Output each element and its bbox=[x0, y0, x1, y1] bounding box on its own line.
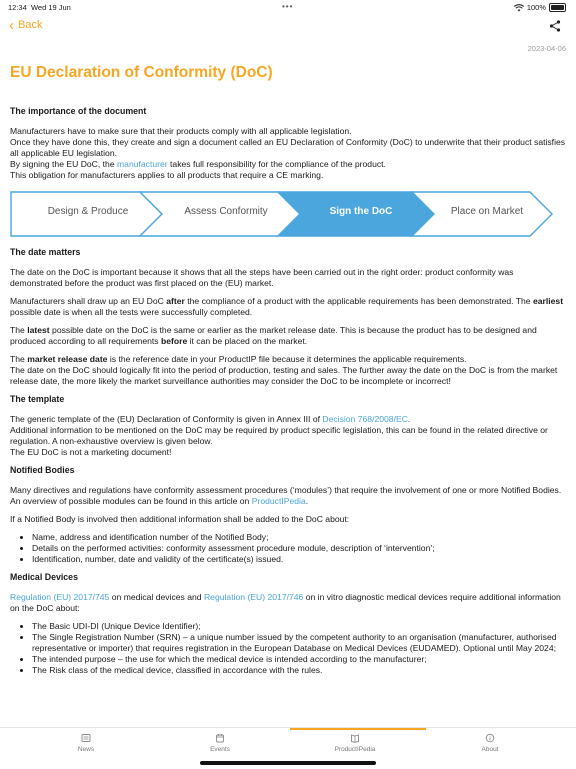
article-title: EU Declaration of Conformity (DoC) bbox=[10, 64, 273, 81]
status-bar bbox=[0, 0, 576, 14]
list-item: • Identification, number, date and validity of the certificate(s) issued. bbox=[32, 554, 566, 565]
home-indicator[interactable] bbox=[200, 761, 376, 765]
calendar-icon bbox=[215, 733, 225, 743]
paragraph: Manufacturers have to make sure that their products comply with all applicable legislation. bbox=[10, 126, 352, 136]
decision-link[interactable]: Decision 768/2008/EC bbox=[322, 414, 408, 424]
paragraph: The date on the DoC should logically fit into the period of production, testing and sales. The further away the date on the DoC is from the market release date, the more likely the market surveillance authorities may consider the DoC to be incomplete or incorrect! bbox=[10, 365, 558, 386]
battery-percent: 100% bbox=[526, 3, 546, 12]
battery-icon bbox=[549, 3, 566, 12]
regulation-745-link[interactable]: Regulation (EU) 2017/745 bbox=[10, 592, 110, 602]
paragraph: Once they have done this, they create and sign a document called an EU Declaration of Conformity (DoC) to underwrite that their product satisfies all applicable EU legislation. bbox=[10, 137, 566, 158]
list-item: • Details on the performed activities: conformity assessment procedure module, description of ‘intervention’; bbox=[32, 543, 566, 554]
paragraph: This obligation for manufacturers applies to all products that require a CE marking. bbox=[10, 170, 324, 180]
back-label: Back bbox=[18, 19, 43, 31]
paragraph: Regulation (EU) 2017/745 on medical devices and Regulation (EU) 2017/746 on in vitro diagnostic medical devices require additional information on the DoC about: bbox=[10, 592, 561, 613]
back-button[interactable] bbox=[9, 16, 43, 34]
paragraph: Manufacturers shall draw up an EU DoC after the compliance of a product with the applicable requirements has been demonstrated. The earliest possible date is when all the tests were successfully completed. bbox=[10, 296, 564, 317]
list-item: • The intended purpose – the use for which the medical device is intended according to the manufacturer; bbox=[32, 654, 566, 665]
process-step-design: Design & Produce bbox=[47, 206, 129, 217]
section-heading-notified: Notified Bodies bbox=[10, 465, 75, 475]
status-time: 12:34 Wed 19 Jun bbox=[8, 3, 71, 12]
regulation-746-link[interactable]: Regulation (EU) 2017/746 bbox=[203, 592, 304, 602]
manufacturer-link[interactable]: manufacturer bbox=[117, 159, 168, 169]
list-item: • The Basic UDI-DI (Unique Device Identifier); bbox=[32, 621, 566, 632]
process-step-market: Place on Market bbox=[450, 206, 524, 217]
paragraph: By signing the EU DoC, the manufacturer takes full responsibility for the compliance of the product. bbox=[10, 159, 386, 169]
book-icon bbox=[350, 733, 360, 743]
list-item: • The Single Registration Number (SRN) – a unique number issued by the competent authority to an organisation (manufacturer, authorised representative or importer) that requires registration in the European Database on Medical Devices (EUDAMED). Optional until May 2024; bbox=[32, 632, 566, 654]
navigation-bar bbox=[0, 15, 576, 39]
tab-bar bbox=[0, 727, 576, 769]
tab-productipedia[interactable] bbox=[283, 728, 427, 764]
process-step-assess: Assess Conformity bbox=[184, 206, 268, 217]
status-right bbox=[514, 3, 566, 12]
list-item: • Name, address and identification number of the Notified Body; bbox=[32, 532, 566, 543]
paragraph: If a Notified Body is involved then additional information shall be added to the DoC about: bbox=[10, 514, 350, 524]
process-diagram bbox=[10, 190, 554, 238]
tab-label: News bbox=[77, 746, 95, 753]
news-icon bbox=[81, 733, 91, 743]
info-icon bbox=[485, 733, 495, 743]
section-heading-template: The template bbox=[10, 394, 65, 404]
paragraph: Additional information to be mentioned on the DoC may be required by product specific legislation, this can be found in the related directive or regulation. A non-exhaustive overview is given below. bbox=[10, 425, 548, 446]
tab-events[interactable] bbox=[148, 728, 292, 764]
chevron-left-icon: ‹ bbox=[9, 16, 14, 34]
share-icon[interactable] bbox=[548, 19, 562, 33]
tab-label: Events bbox=[210, 746, 230, 753]
paragraph: Many directives and regulations have conformity assessment procedures (‘modules’) that require the involvement of one or more Notified Bodies. An overview of possible modules can be found in this article on ProductIPedia. bbox=[10, 485, 562, 506]
paragraph: The market release date is the reference date in your ProductIP file because it determines the applicable requirements. bbox=[10, 354, 467, 364]
tab-news[interactable] bbox=[14, 728, 158, 764]
tab-label: ProductIPedia bbox=[334, 746, 376, 753]
section-heading-date: The date matters bbox=[10, 247, 81, 257]
wifi-icon bbox=[514, 4, 524, 12]
multitasking-dots-icon[interactable]: ••• bbox=[282, 2, 294, 11]
paragraph: The latest possible date on the DoC is the same or earlier as the market release date. This is because the product has to be designed and produced according to all requirements before it can be placed on the market. bbox=[10, 325, 537, 346]
article-date: 2023-04-06 bbox=[527, 44, 566, 53]
productipedia-link[interactable]: ProductIPedia bbox=[251, 496, 306, 506]
notified-list bbox=[10, 532, 566, 565]
paragraph: The date on the DoC is important because it shows that all the steps have been carried out in the right order: product conformity was demonstrated before the product was first placed on the (EU) market. bbox=[10, 267, 514, 288]
article-content[interactable] bbox=[10, 40, 566, 726]
list-item: • The Risk class of the medical device, classified in accordance with the rules. bbox=[32, 665, 566, 676]
process-step-sign: Sign the DoC bbox=[329, 206, 393, 217]
paragraph: The generic template of the (EU) Declaration of Conformity is given in Annex III of Decision 768/2008/EC. bbox=[10, 414, 411, 424]
paragraph: The EU DoC is not a marketing document! bbox=[10, 447, 172, 457]
section-heading-medical: Medical Devices bbox=[10, 572, 78, 582]
tab-about[interactable] bbox=[418, 728, 562, 764]
medical-list bbox=[10, 621, 566, 676]
section-heading-importance: The importance of the document bbox=[10, 106, 147, 116]
tab-label: About bbox=[481, 746, 499, 753]
